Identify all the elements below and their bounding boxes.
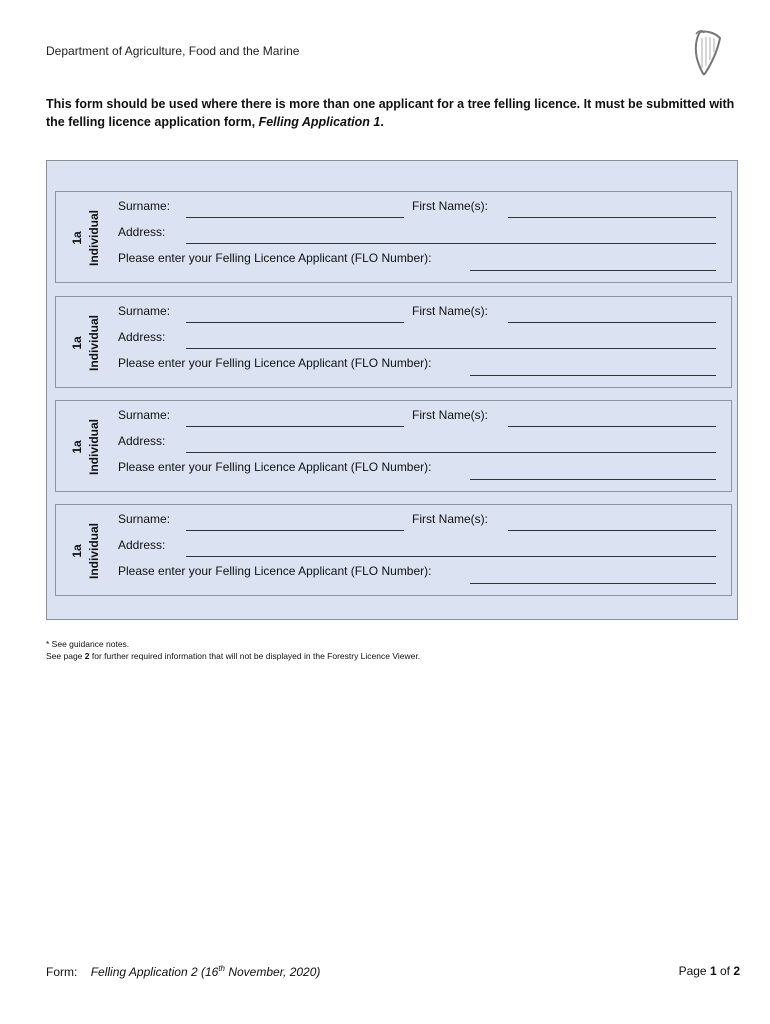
first-name-field[interactable] <box>508 426 716 427</box>
address-field[interactable] <box>186 556 716 557</box>
surname-field[interactable] <box>186 426 404 427</box>
section-label <box>58 196 114 280</box>
page-indicator <box>679 964 740 978</box>
applicant-block-1 <box>55 191 732 283</box>
first-name-label: First Name(s): <box>412 199 488 213</box>
surname-label: Surname: <box>118 512 171 526</box>
page-prefix: Page <box>678 964 710 978</box>
address-field[interactable] <box>186 243 716 244</box>
form-date: November, 2020) <box>225 965 321 979</box>
harp-icon <box>690 28 724 78</box>
section-number: 1a <box>70 336 84 350</box>
flo-number-label: Please enter your Felling Licence Applicant (FLO Number): <box>118 251 432 265</box>
address-field[interactable] <box>186 452 716 453</box>
section-number: 1a <box>70 544 84 558</box>
applicant-type: Individual <box>87 209 101 267</box>
form-date-superscript: th <box>218 964 225 973</box>
section-label <box>58 405 114 489</box>
section-number: 1a <box>70 440 84 454</box>
flo-number-label: Please enter your Felling Licence Applicant (FLO Number): <box>118 460 432 474</box>
first-name-label: First Name(s): <box>412 304 488 318</box>
surname-field[interactable] <box>186 322 404 323</box>
department-name: Department of Agriculture, Food and the Marine <box>46 44 300 58</box>
first-name-field[interactable] <box>508 217 716 218</box>
flo-number-field[interactable] <box>470 270 716 271</box>
flo-number-label: Please enter your Felling Licence Applicant (FLO Number): <box>118 564 432 578</box>
first-name-field[interactable] <box>508 322 716 323</box>
address-label: Address: <box>118 538 166 552</box>
surname-label: Surname: <box>118 304 171 318</box>
intro-text <box>46 95 746 131</box>
address-label: Address: <box>118 225 166 239</box>
address-field[interactable] <box>186 348 716 349</box>
flo-number-field[interactable] <box>470 375 716 376</box>
form-label: Form: <box>46 965 78 979</box>
note-page-number: 2 <box>84 651 90 661</box>
surname-label: Surname: <box>118 199 171 213</box>
applicant-block-2 <box>55 296 732 388</box>
applicant-type: Individual <box>87 314 101 372</box>
note-prefix: See page <box>46 651 85 661</box>
page-total: 2 <box>733 964 740 978</box>
applicant-type: Individual <box>87 418 101 476</box>
intro-form-name: Felling Application 1 <box>258 115 381 129</box>
footnotes <box>46 638 420 662</box>
guidance-note: * See guidance notes. <box>46 639 130 649</box>
intro-body: This form should be used where there is more than one applicant for a tree felling licence. It must be submitted with the felling licence application form, <box>46 97 735 129</box>
first-name-field[interactable] <box>508 530 716 531</box>
first-name-label: First Name(s): <box>412 408 488 422</box>
address-label: Address: <box>118 330 166 344</box>
intro-suffix: . <box>380 115 384 129</box>
page-reference-note <box>46 650 420 662</box>
section-number: 1a <box>70 231 84 245</box>
surname-label: Surname: <box>118 408 171 422</box>
flo-number-field[interactable] <box>470 479 716 480</box>
page-current: 1 <box>709 964 717 978</box>
form-footer <box>46 964 320 979</box>
form-name: Felling Application 2 (16 <box>90 965 219 979</box>
flo-number-field[interactable] <box>470 583 716 584</box>
surname-field[interactable] <box>186 217 404 218</box>
applicant-block-3 <box>55 400 732 492</box>
first-name-label: First Name(s): <box>412 512 488 526</box>
page-of: of <box>716 964 734 978</box>
section-label <box>58 301 114 385</box>
section-label <box>58 509 114 593</box>
applicants-panel <box>46 160 738 620</box>
applicant-type: Individual <box>87 522 101 580</box>
note-suffix: for further required information that will not be displayed in the Forestry Licence Viewer. <box>89 651 421 661</box>
address-label: Address: <box>118 434 166 448</box>
flo-number-label: Please enter your Felling Licence Applicant (FLO Number): <box>118 356 432 370</box>
applicant-block-4 <box>55 504 732 596</box>
surname-field[interactable] <box>186 530 404 531</box>
